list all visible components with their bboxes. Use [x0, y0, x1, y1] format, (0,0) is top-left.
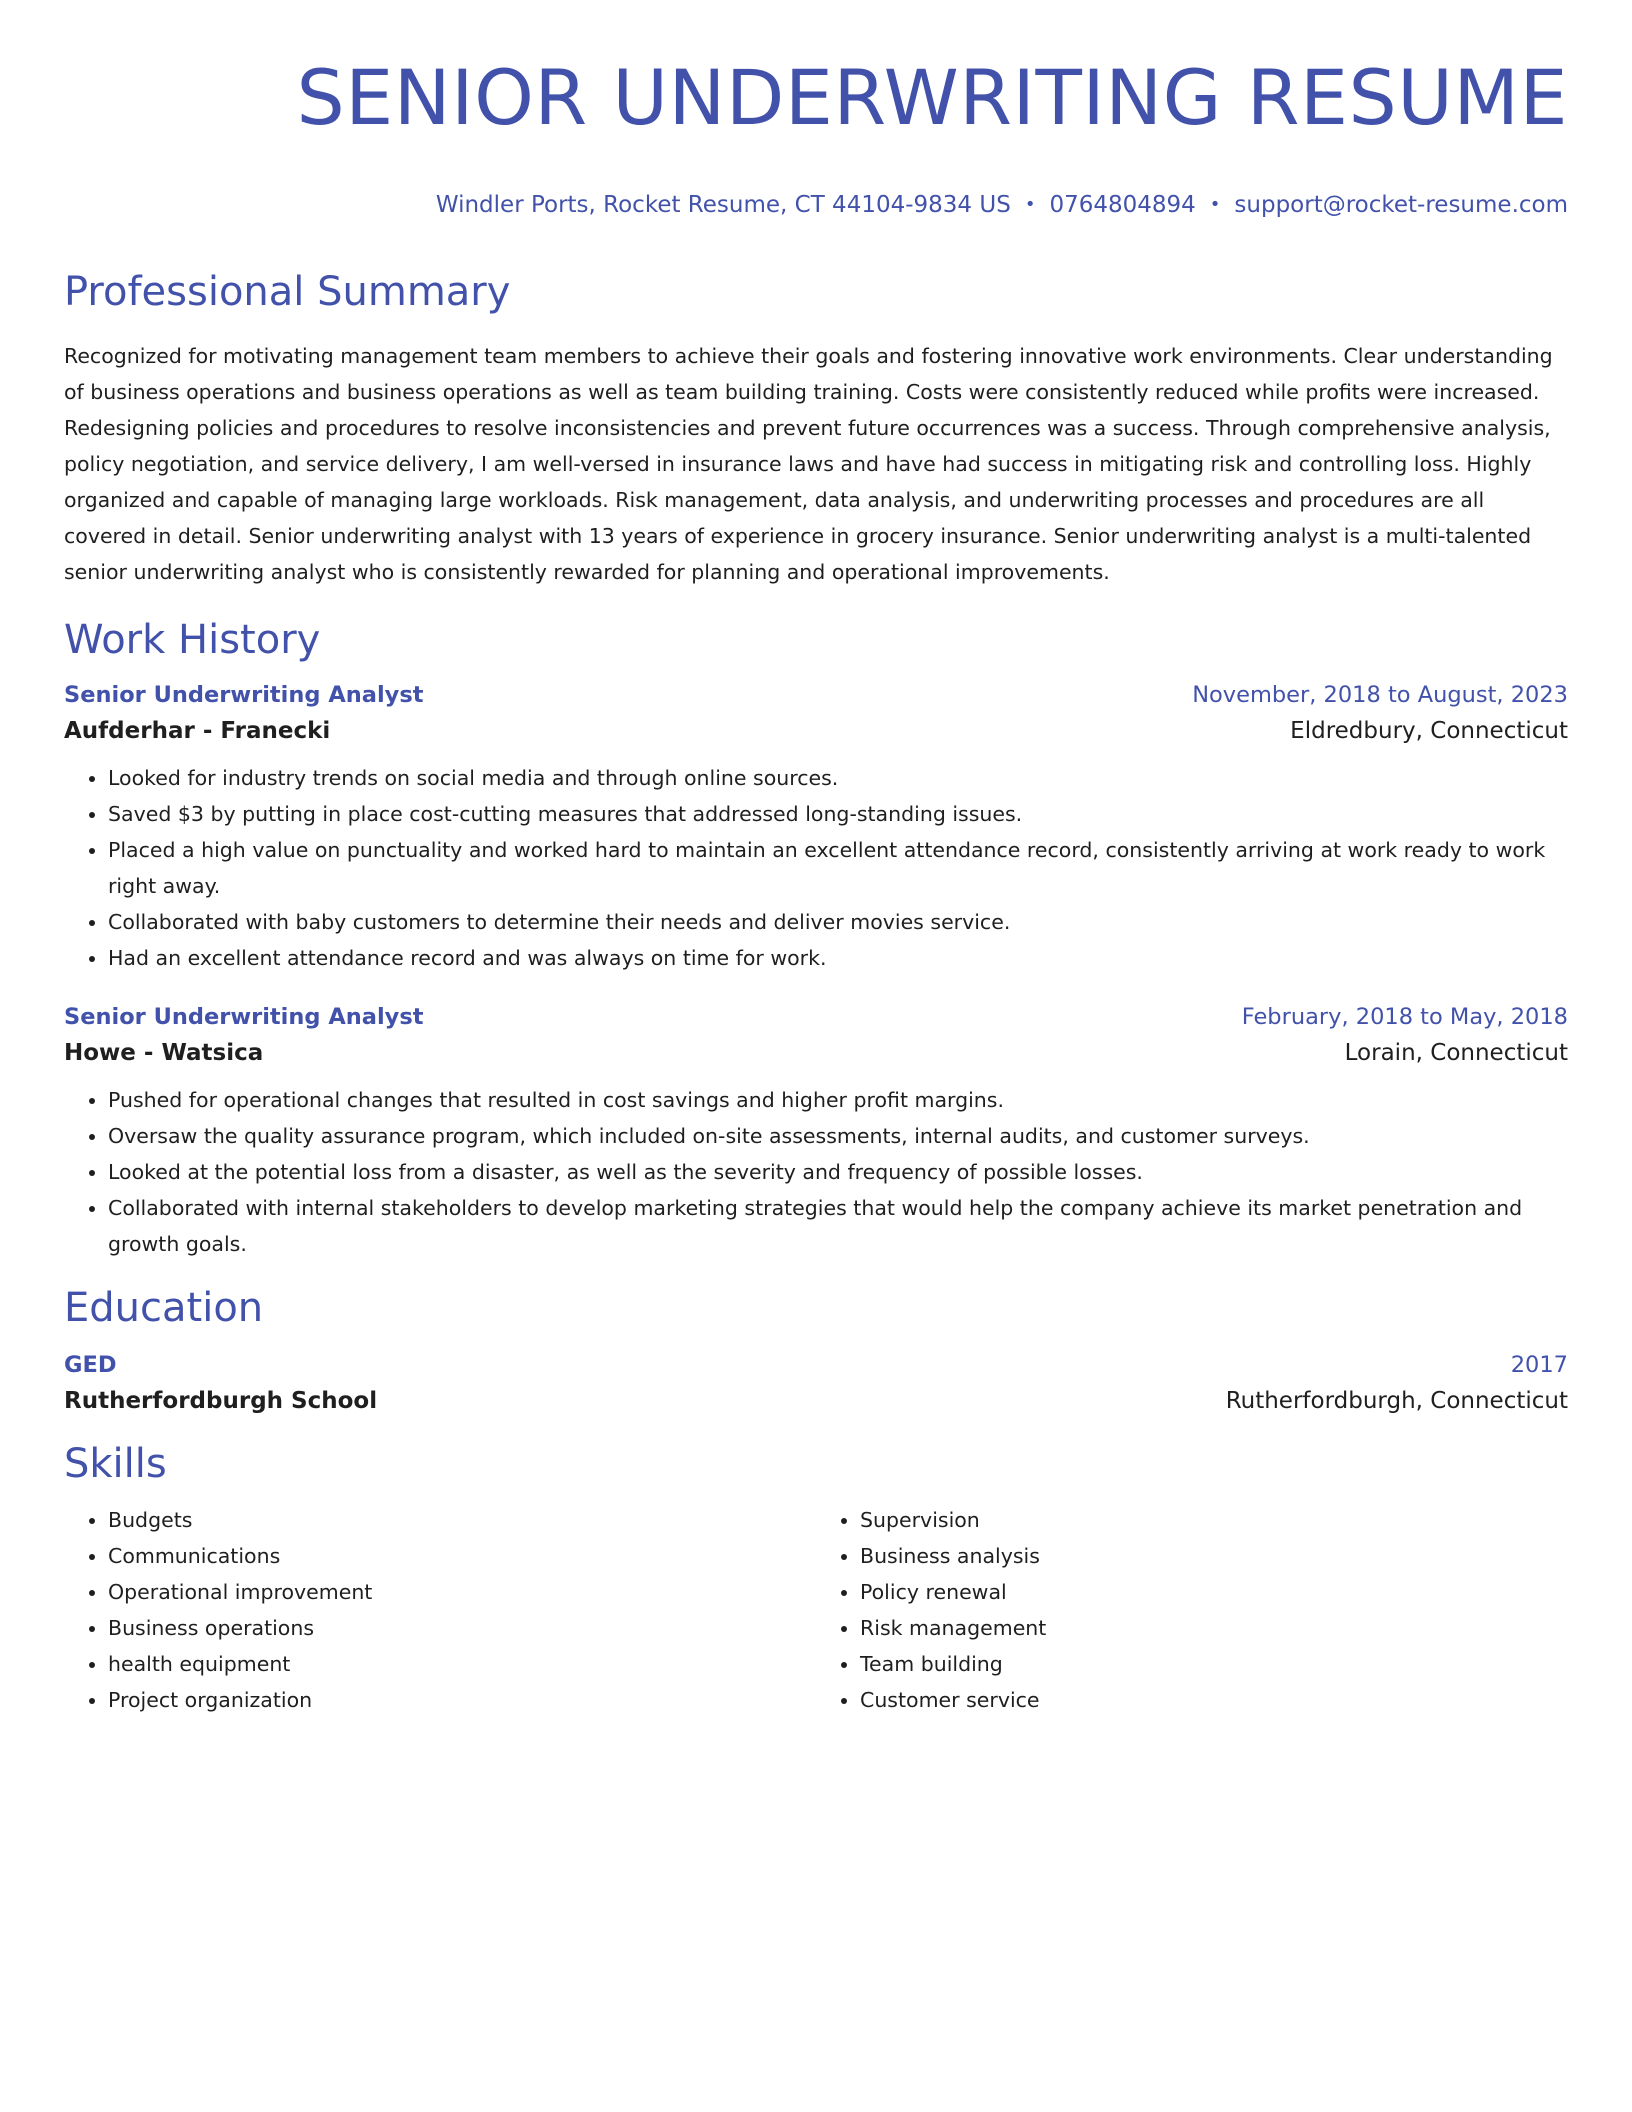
skills-column-right	[816, 1502, 1568, 1718]
skill-item: • Customer service	[860, 1682, 1568, 1718]
skills-list	[64, 1502, 1568, 1718]
job-dates: February, 2018 to May, 2018	[1241, 1003, 1568, 1030]
job-bullet: • Had an excellent attendance record and was always on time for work.	[108, 940, 1568, 976]
contact-separator: •	[1024, 194, 1036, 215]
job-dates: November, 2018 to August, 2023	[1192, 681, 1568, 708]
job-company: Howe - Watsica	[64, 1039, 264, 1066]
job-bullets	[64, 760, 1568, 976]
job-entry	[64, 1004, 1568, 1262]
contact-email: support@rocket-resume.com	[1234, 192, 1568, 218]
skill-item: • Project organization	[108, 1682, 816, 1718]
job-location: Lorain, Connecticut	[1344, 1039, 1568, 1066]
summary-text: Recognized for motivating management team members to achieve their goals and fostering innovative work environments. Clear understanding of business operations and business operations as well as team building training. Costs were consistently reduced while profits were increased. Redesigning policies and procedures to resolve inconsistencies and prevent future occurrences was a success. Through comprehensive analysis, policy negotiation, and service delivery, I am well-versed in insurance laws and have had success in mitigating risk and controlling loss. Highly organized and capable of managing large workloads. Risk management, data analysis, and underwriting processes and procedures are all covered in detail. Senior underwriting analyst with 13 years of experience in grocery insurance. Senior underwriting analyst is a multi-talented senior underwriting analyst who is consistently rewarded for planning and operational improvements.	[64, 343, 1553, 584]
skills-heading: Skills	[64, 1440, 167, 1487]
job-role: Senior Underwriting Analyst	[64, 681, 424, 708]
job-role: Senior Underwriting Analyst	[64, 1003, 424, 1030]
job-bullet: • Collaborated with internal stakeholders to develop marketing strategies that would help the company achieve its market penetration and growth goals.	[108, 1190, 1568, 1262]
skill-item: • Operational improvement	[108, 1574, 816, 1610]
job-bullet: • Looked at the potential loss from a disaster, as well as the severity and frequency of possible losses.	[108, 1154, 1568, 1190]
job-bullet: • Looked for industry trends on social media and through online sources.	[108, 760, 1568, 796]
education-school: Rutherfordburgh School	[64, 1387, 378, 1414]
job-entry	[64, 682, 1568, 976]
contact-phone: 0764804894	[1049, 192, 1196, 218]
skills-column-left	[64, 1502, 816, 1718]
job-bullets	[64, 1082, 1568, 1262]
education-entry	[64, 1352, 1568, 1414]
work-history-heading: Work History	[64, 616, 321, 663]
skill-item: • health equipment	[108, 1646, 816, 1682]
skill-item: • Team building	[860, 1646, 1568, 1682]
skill-item: • Risk management	[860, 1610, 1568, 1646]
education-location: Rutherfordburgh, Connecticut	[1225, 1387, 1568, 1414]
job-bullet: • Oversaw the quality assurance program, which included on-site assessments, internal audits, and customer surveys.	[108, 1118, 1568, 1154]
contact-line	[64, 192, 1568, 220]
job-bullet: • Saved $3 by putting in place cost-cutting measures that addressed long-standing issues.	[108, 796, 1568, 832]
skill-item: • Communications	[108, 1538, 816, 1574]
contact-address: Windler Ports, Rocket Resume, CT 44104-9834 US	[435, 192, 1011, 218]
job-bullet: • Pushed for operational changes that resulted in cost savings and higher profit margins.	[108, 1082, 1568, 1118]
contact-separator: •	[1209, 194, 1221, 215]
job-bullet: • Collaborated with baby customers to determine their needs and deliver movies service.	[108, 904, 1568, 940]
skill-item: • Policy renewal	[860, 1574, 1568, 1610]
education-heading: Education	[64, 1284, 264, 1331]
skill-item: • Business operations	[108, 1610, 816, 1646]
skill-item: • Budgets	[108, 1502, 816, 1538]
education-degree: GED	[64, 1351, 117, 1378]
skill-item: • Supervision	[860, 1502, 1568, 1538]
job-company: Aufderhar - Franecki	[64, 717, 331, 744]
job-location: Eldredbury, Connecticut	[1290, 717, 1568, 744]
summary-heading: Professional Summary	[64, 268, 511, 315]
job-bullet: • Placed a high value on punctuality and worked hard to maintain an excellent attendance record, consistently arriving at work ready to work right away.	[108, 832, 1568, 904]
education-year: 2017	[1510, 1351, 1568, 1378]
resume-title: SENIOR UNDERWRITING RESUME	[296, 53, 1568, 142]
skill-item: • Business analysis	[860, 1538, 1568, 1574]
